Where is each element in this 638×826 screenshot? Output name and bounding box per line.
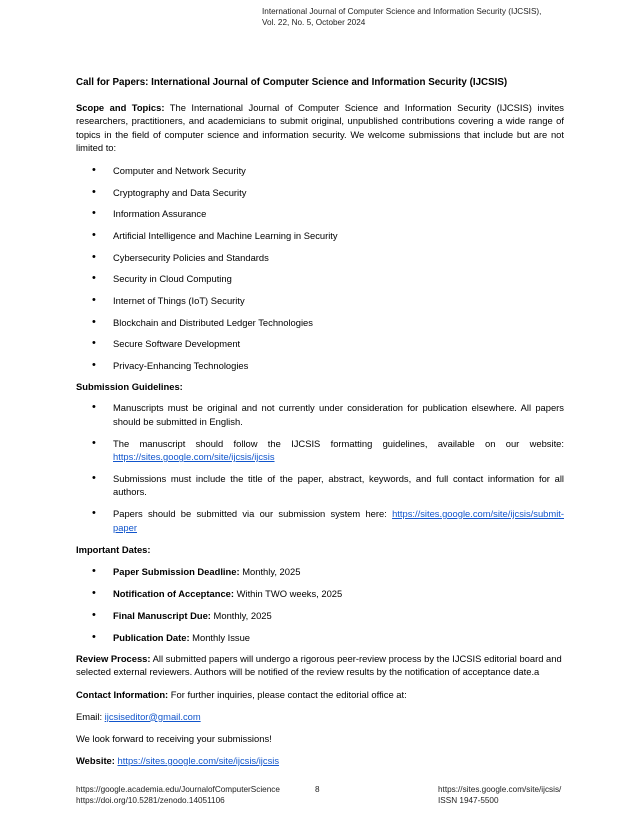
list-item (76, 437, 564, 464)
submission-system-link[interactable]: https://sites.google.com/site/ijcsis/submit-paper (113, 507, 564, 533)
website-link[interactable]: https://sites.google.com/site/ijcsis/ijcsis (117, 754, 280, 766)
scope-label: Scope and Topics: (76, 101, 165, 113)
document-body (76, 76, 564, 776)
date-value: Within TWO weeks, 2025 (234, 587, 343, 599)
list-item: • Manuscripts must be original and not currently under consideration for publication elsewhere. All papers should be submitted in English. (76, 401, 564, 428)
list-item: • Submissions must include the title of the paper, abstract, keywords, and full contact information for all authors. (76, 472, 564, 499)
list-item: • Cybersecurity Policies and Standards (76, 251, 564, 265)
contact-paragraph (76, 688, 564, 702)
dates-list (76, 565, 564, 645)
list-item: • Blockchain and Distributed Ledger Technologies (76, 316, 564, 330)
page-title: Call for Papers: International Journal of Computer Science and Information Security (IJCSIS) (76, 77, 508, 88)
list-item (76, 609, 564, 623)
list-item: • Internet of Things (IoT) Security (76, 294, 564, 308)
dates-heading: Important Dates: (76, 544, 151, 556)
site-url: https://sites.google.com/site/ijcsis/ (438, 785, 562, 794)
formatting-guidelines-link[interactable]: https://sites.google.com/site/ijcsis/ijcsis (113, 451, 275, 463)
list-item (76, 507, 564, 534)
email-line (76, 710, 564, 724)
email-link[interactable]: ijcsiseditor@gmail.com (104, 710, 201, 722)
list-item: • Privacy-Enhancing Technologies (76, 359, 564, 373)
list-item: • Artificial Intelligence and Machine Learning in Security (76, 229, 564, 243)
running-header (262, 6, 632, 28)
date-value: Monthly, 2025 (239, 565, 301, 577)
review-paragraph (76, 652, 564, 679)
volume-header-line: Vol. 22, No. 5, October 2024 (262, 18, 366, 27)
scope-text: The International Journal of Computer Science and Information Security (IJCSIS) invites researchers, practitioners, and academicians to submit original, unpublished contributions covering a wide range of topics in the field of computer science and information security. We welcome submissions that include but are not limited to: (76, 101, 564, 154)
list-item: • Information Assurance (76, 207, 564, 221)
list-item: • Cryptography and Data Security (76, 186, 564, 200)
list-item: • Secure Software Development (76, 337, 564, 351)
journal-header-line: International Journal of Computer Science and Information Security (IJCSIS), (262, 7, 542, 16)
closing-line: We look forward to receiving your submissions! (76, 732, 272, 744)
list-item (76, 631, 564, 645)
footer-right (438, 784, 561, 806)
guidelines-heading: Submission Guidelines: (76, 380, 183, 392)
date-value: Monthly Issue (189, 632, 251, 644)
website-line (76, 754, 564, 768)
date-label: Publication Date: (113, 632, 190, 644)
list-item (76, 565, 564, 579)
guideline-text: Papers should be submitted via our submission system here: (113, 507, 393, 519)
contact-text: For further inquiries, please contact the editorial office at: (168, 688, 407, 700)
review-label: Review Process: (76, 652, 151, 664)
issn: ISSN 1947-5500 (438, 796, 499, 805)
scope-paragraph (76, 101, 564, 155)
list-item: • Computer and Network Security (76, 164, 564, 178)
doi-url: https://doi.org/10.5281/zenodo.14051106 (76, 796, 225, 805)
topics-list (76, 164, 564, 373)
footer-left (76, 784, 280, 806)
guidelines-list (76, 401, 564, 534)
date-label: Final Manuscript Due: (113, 610, 211, 622)
list-item (76, 587, 564, 601)
academia-url: https://google.academia.edu/JournalofComputerScience (76, 785, 280, 794)
list-item: • Security in Cloud Computing (76, 272, 564, 286)
review-text: All submitted papers will undergo a rigorous peer-review process by the IJCSIS editorial board and selected external reviewers. Authors will be notified of the review results by the notification of acceptance date.a (76, 652, 562, 678)
date-label: Paper Submission Deadline: (113, 565, 240, 577)
date-label: Notification of Acceptance: (113, 587, 235, 599)
date-value: Monthly, 2025 (210, 610, 272, 622)
email-label: Email: (76, 710, 105, 722)
page-number: 8 (315, 785, 320, 794)
website-label: Website: (76, 754, 115, 766)
contact-label: Contact Information: (76, 688, 169, 700)
guideline-text: The manuscript should follow the IJCSIS formatting guidelines, available on our website: (113, 437, 564, 449)
